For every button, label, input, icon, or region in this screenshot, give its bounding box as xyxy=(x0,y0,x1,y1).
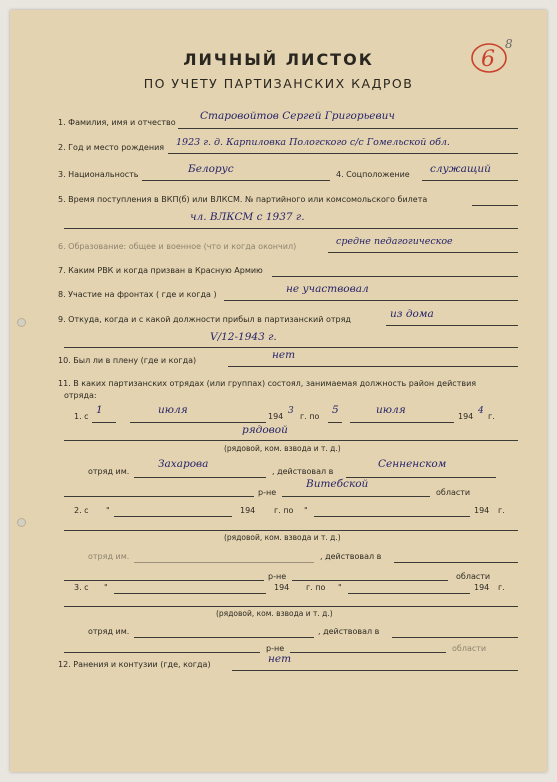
q6-value: средне педагогическое xyxy=(336,236,453,247)
entry1-to: г. по xyxy=(300,412,320,421)
entry2-rayon-line xyxy=(64,580,264,581)
q11-label-2: отряда: xyxy=(64,391,97,400)
entry2-oblast-label: области xyxy=(456,572,491,581)
entry2-g: г. xyxy=(498,506,505,515)
q3-line xyxy=(142,180,330,181)
svg-text:6: 6 xyxy=(481,47,495,72)
q10-label: 10. Был ли в плену (где и когда) xyxy=(58,356,197,365)
q1-value: Старовойтов Сергей Григорьевич xyxy=(200,110,395,122)
q7-label: 7. Каким РВК и когда призван в Красную Армию xyxy=(58,266,263,275)
entry1-line xyxy=(130,422,266,423)
entry1-oblast-label: области xyxy=(436,488,471,497)
entry3-year-to: 194 xyxy=(474,583,490,592)
entry3-prefix: 3. с xyxy=(74,583,89,592)
entry1-year-to-hw: 4 xyxy=(478,406,484,416)
entry1-month-to: июля xyxy=(376,404,406,416)
q10-line xyxy=(228,366,518,367)
q9-line-b xyxy=(64,347,518,348)
entry2-year-to: 194 xyxy=(474,506,490,515)
entry2-unit-line xyxy=(134,562,314,563)
q9-value-1: из дома xyxy=(390,308,434,320)
entry2-unit-label: отряд им. xyxy=(88,552,130,561)
q5-line-b xyxy=(64,228,518,229)
q2-line xyxy=(168,153,518,154)
entry1-unit-label: отряд им. xyxy=(88,467,130,476)
entry2-line xyxy=(114,516,232,517)
entry1-year-from-hw: 3 xyxy=(288,406,294,416)
entry2-prefix: 2. с xyxy=(74,506,89,515)
entry1-day-from: 1 xyxy=(96,404,103,416)
entry2-region-line xyxy=(292,580,448,581)
entry3-rayon-label: р-не xyxy=(266,644,285,653)
q12-line xyxy=(232,670,518,671)
entry1-rayon-label: р-не xyxy=(258,488,277,497)
role-caption: (рядовой, ком. взвода и т. д.) xyxy=(216,609,333,618)
entry1-role-line xyxy=(64,440,518,441)
entry3-to: г. по xyxy=(306,583,326,592)
q5-line-a xyxy=(472,205,518,206)
q4-label: 4. Соцположение xyxy=(336,170,410,179)
entry3-unit-label: отряд им. xyxy=(88,627,130,636)
q6-line xyxy=(328,252,518,253)
role-caption: (рядовой, ком. взвода и т. д.) xyxy=(224,533,341,542)
entry3-unit-line xyxy=(134,637,314,638)
entry2-year-from: 194 xyxy=(240,506,256,515)
q8-line xyxy=(224,300,518,301)
document-sheet xyxy=(10,10,547,772)
entry1-month-from: июля xyxy=(158,404,188,416)
document-subtitle: ПО УЧЕТУ ПАРТИЗАНСКИХ КАДРОВ xyxy=(143,76,414,91)
entry2-quote: " xyxy=(106,506,110,515)
entry3-oblast-label: области xyxy=(452,644,487,653)
q10-value: нет xyxy=(272,349,296,361)
entry1-year-to: 194 xyxy=(458,412,474,421)
entry1-line xyxy=(350,422,454,423)
entry1-line xyxy=(328,422,342,423)
entry3-rayon-line xyxy=(64,652,260,653)
entry1-region-line xyxy=(282,496,430,497)
entry1-district-line xyxy=(346,477,496,478)
q1-line xyxy=(178,128,518,129)
entry2-to: г. по xyxy=(274,506,294,515)
entry1-unit: Захарова xyxy=(158,458,209,470)
punch-hole xyxy=(17,318,26,327)
q11-label-1: 11. В каких партизанских отрядах (или группах) состоял, занимаемая должность район действия xyxy=(58,379,477,388)
entry3-year-from: 194 xyxy=(274,583,290,592)
q5-label: 5. Время поступления в ВКП(б) или ВЛКСМ. № партийного или комсомольского билета xyxy=(58,195,428,204)
entry1-day-to: 5 xyxy=(332,404,339,416)
q5-value: чл. ВЛКСМ с 1937 г. xyxy=(190,211,305,223)
entry3-g: г. xyxy=(498,583,505,592)
q12-label: 12. Ранения и контузии (где, когда) xyxy=(58,660,211,669)
q12-value: нет xyxy=(268,653,292,665)
entry1-unit-line xyxy=(134,477,266,478)
q9-value-2: V/12-1943 г. xyxy=(210,331,277,343)
entry3-quote: " xyxy=(104,583,108,592)
entry1-rayon-line xyxy=(64,496,254,497)
entry1-operated-label: , действовал в xyxy=(272,467,334,476)
entry3-region-line xyxy=(290,652,446,653)
entry2-role-line xyxy=(64,530,518,531)
entry2-operated-label: , действовал в xyxy=(320,552,382,561)
punch-hole xyxy=(17,518,26,527)
q3-label: 3. Национальность xyxy=(58,170,139,179)
q8-label: 8. Участие на фронтах ( где и когда ) xyxy=(58,290,217,299)
entry1-line xyxy=(92,422,116,423)
entry3-operated-label: , действовал в xyxy=(318,627,380,636)
entry2-line xyxy=(314,516,470,517)
q4-value: служащий xyxy=(430,163,491,175)
entry2-district-line xyxy=(394,562,518,563)
q4-line xyxy=(422,180,518,181)
q9-label: 9. Откуда, когда и с какой должности прибыл в партизанский отряд xyxy=(58,315,351,324)
entry1-g: г. xyxy=(488,412,495,421)
entry1-region: Витебской xyxy=(306,478,369,490)
entry3-district-line xyxy=(392,637,518,638)
entry3-line xyxy=(348,593,470,594)
svg-text:8: 8 xyxy=(505,37,513,51)
q7-line xyxy=(272,276,518,277)
entry1-prefix: 1. с xyxy=(74,412,89,421)
q1-label: 1. Фамилия, имя и отчество xyxy=(58,118,176,127)
q8-value: не участвовал xyxy=(286,283,369,295)
document-title: ЛИЧНЫЙ ЛИСТОК xyxy=(183,50,374,69)
role-caption: (рядовой, ком. взвода и т. д.) xyxy=(224,444,341,453)
entry1-role: рядовой xyxy=(242,424,288,436)
entry1-district: Сенненском xyxy=(378,458,447,470)
q9-line-a xyxy=(386,325,518,326)
entry1-year-from: 194 xyxy=(268,412,284,421)
entry2-rayon-label: р-не xyxy=(268,572,287,581)
q6-label: 6. Образование: общее и военное (что и когда окончил) xyxy=(58,242,297,251)
entry3-quote: " xyxy=(338,583,342,592)
entry3-role-line xyxy=(64,606,518,607)
q3-value: Белорус xyxy=(188,163,234,175)
q2-value: 1923 г. д. Карпиловка Пологского с/с Гомельской обл. xyxy=(176,137,450,148)
entry2-quote: " xyxy=(304,506,308,515)
q2-label: 2. Год и место рождения xyxy=(58,143,165,152)
entry3-line xyxy=(114,593,266,594)
